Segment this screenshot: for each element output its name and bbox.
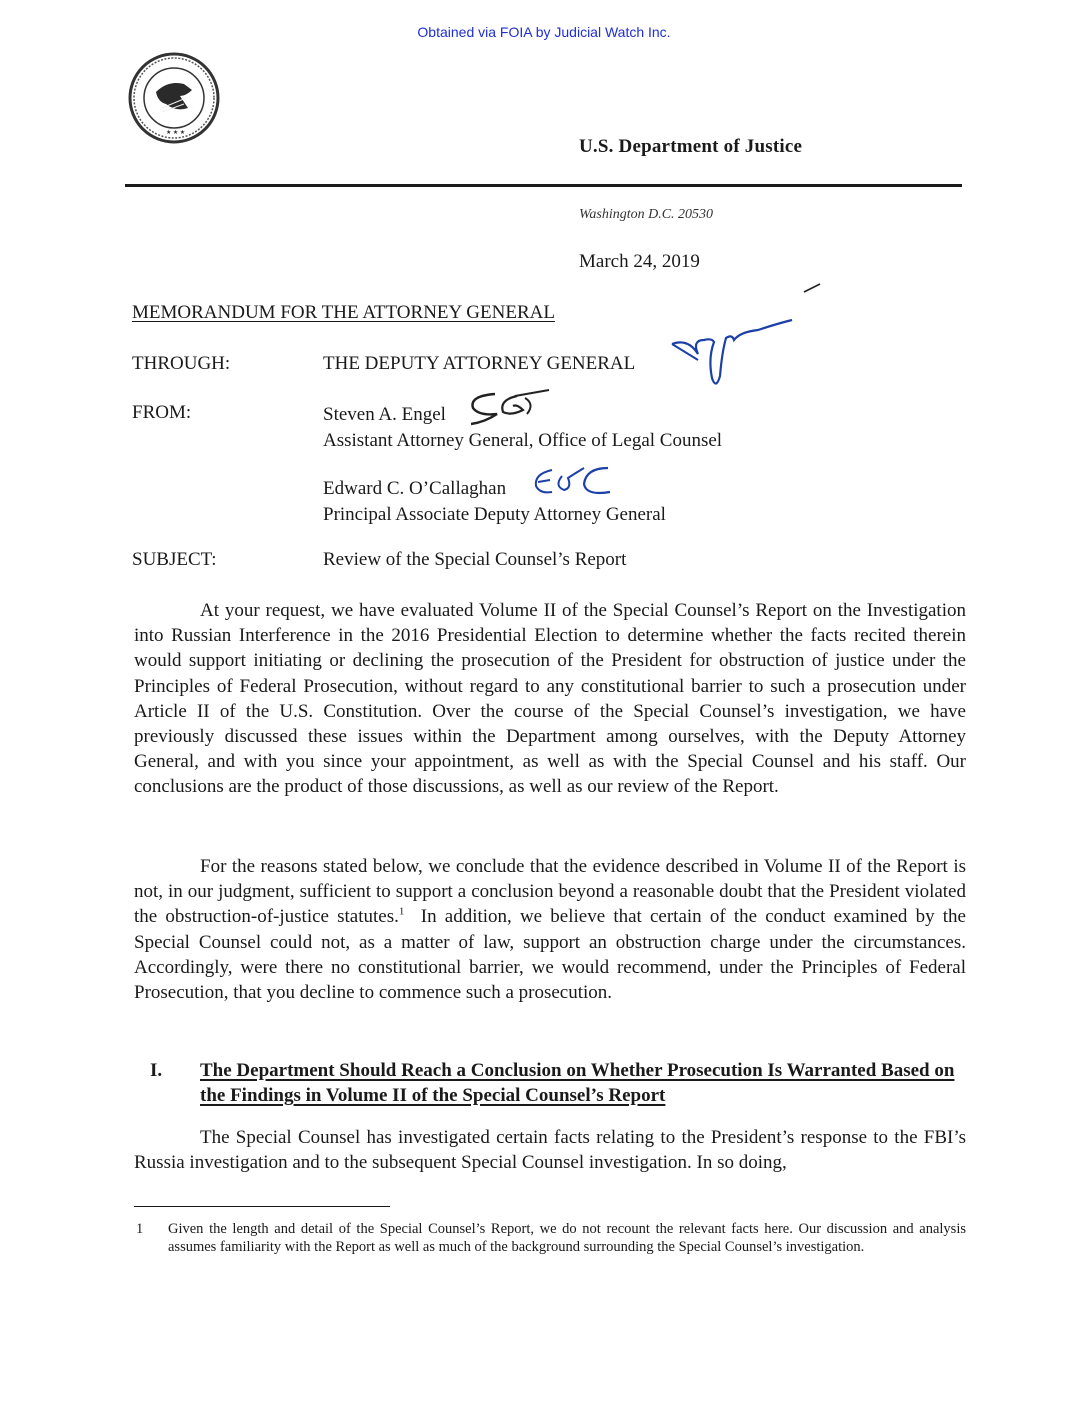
letterhead-city: Washington D.C. 20530 [579,207,714,222]
from-title: Assistant Attorney General, Office of Legal Counsel [323,430,723,451]
body-paragraph-2 [134,854,966,1005]
memo-title: MEMORANDUM FOR THE ATTORNEY GENERAL [132,302,555,323]
footnote-divider [134,1206,390,1207]
from-name: Edward C. O’Callaghan [323,478,507,499]
memo-date: March 24, 2019 [579,251,700,272]
paragraph-text: For the reasons stated below, we conclude that the evidence described in Volume II of the Report is not, in our judgment, sufficient to support a conclusion beyond a reasonable doubt that the President violated the obstruction-of-justice statutes. [134,856,966,928]
body-paragraph-3 [134,1125,966,1175]
ocallaghan-signature-icon [528,462,618,502]
subject-label: SUBJECT: [132,549,217,570]
paragraph-text: The Special Counsel has investigated certain facts relating to the President’s response to the FBI’s Russia investigation and to the subsequent Special Counsel investigation. In so doing, [134,1127,966,1174]
department-name: U.S. Department of Justice [579,136,803,157]
section-number: I. [150,1060,163,1081]
footnote-ref[interactable]: 1 [398,906,405,919]
section-title: The Department Should Reach a Conclusion on Whether Prosecution Is Warranted Based on the Findings in Volume II of the Special Counsel’s Report [200,1060,955,1106]
deputy-signature-icon [668,312,798,394]
footnote-number: 1 [136,1221,144,1237]
through-value: THE DEPUTY ATTORNEY GENERAL [323,353,636,374]
signature-mark-icon [800,278,830,298]
footnote-text: Given the length and detail of the Special Counsel’s Report, we do not recount the relevant facts here. Our discussion and analysis assumes familiarity with the Report as well as much of the background surrounding the Special Counsel’s investigation. [168,1221,966,1255]
from-name: Steven A. Engel [323,404,446,425]
doj-seal-icon [128,52,220,144]
from-label: FROM: [132,402,192,423]
subject-value: Review of the Special Counsel’s Report [323,549,627,570]
foia-watermark: Obtained via FOIA by Judicial Watch Inc. [417,24,671,40]
svg-text:★ ★ ★: ★ ★ ★ [166,130,186,136]
letterhead-rule [125,184,962,187]
paragraph-text: In addition, we believe that certain of the conduct examined by the Special Counsel could not, as a matter of law, support an obstruction charge under the circumstances. Accordingly, were there no constitutional barrier, we would recommend, under the Principles of Federal Prosecution, that you decline to commence such a prosecution. [134,906,966,1004]
engel-signature-icon [465,386,555,430]
body-paragraph-1 [134,598,966,800]
through-label: THROUGH: [132,353,231,374]
from-title: Principal Associate Deputy Attorney General [323,504,666,525]
paragraph-text: At your request, we have evaluated Volume II of the Special Counsel’s Report on the Investigation into Russian Interference in the 2016 Presidential Election to determine whether the facts recited therein would support initiating or declining the prosecution of the President for obstruction of justice under the Principles of Federal Prosecution, without regard to any constitutional barrier to such a prosecution under Article II of the U.S. Constitution. Over the course of the Special Counsel’s investigation, we have previously discussed these issues within the Department among ourselves, with the Deputy Attorney General, and with you since your appointment, as well as with the Special Counsel and his staff. Our conclusions are the product of those discussions, as well as our review of the Report. [134,600,966,798]
